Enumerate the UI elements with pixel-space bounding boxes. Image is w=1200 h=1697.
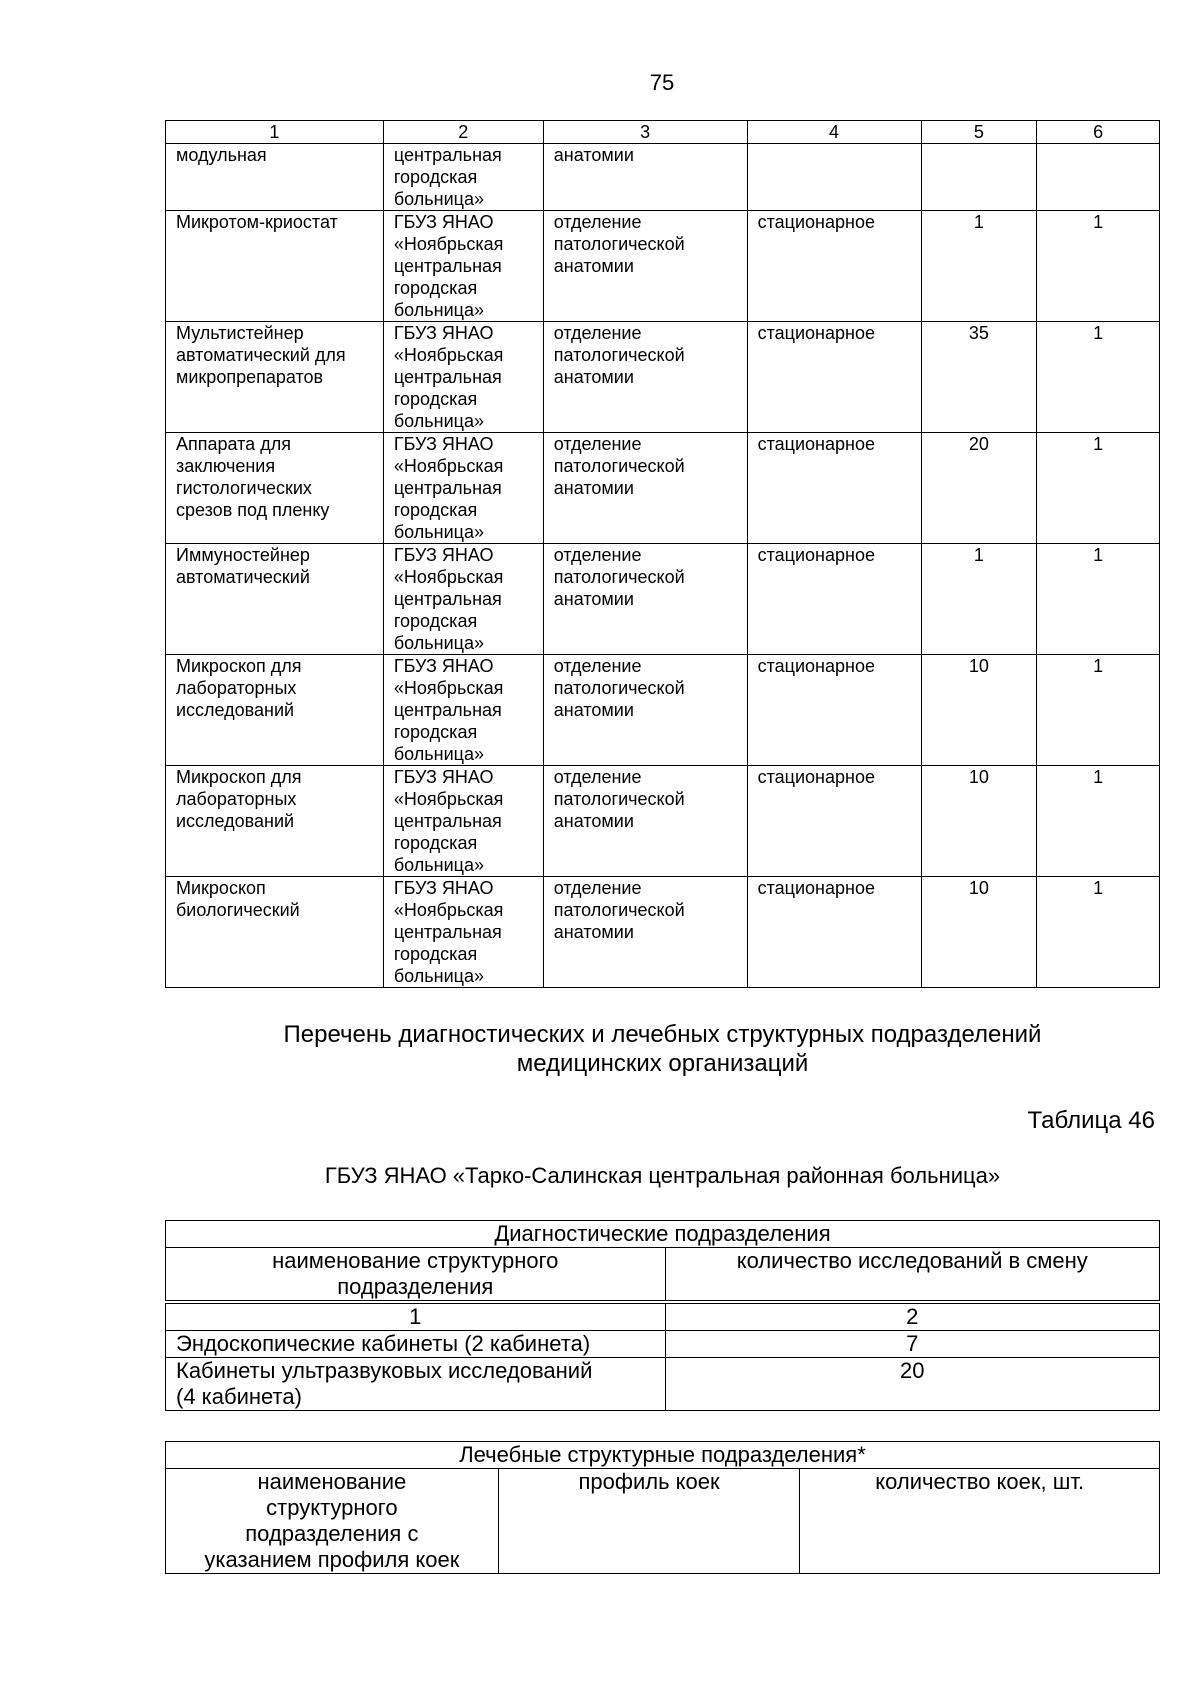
department-cell-line: отделение [553, 656, 642, 676]
organization-cell-line: «Ноябрьская [393, 900, 504, 920]
organization-cell-line: ГБУЗ ЯНАО [393, 434, 494, 454]
organization-cell-line: городская [393, 278, 478, 298]
equipment-table-body [166, 144, 1160, 988]
col6-cell [1037, 144, 1160, 211]
diagnostic-number-1: 1 [166, 1304, 666, 1331]
department-cell [543, 766, 747, 877]
section-title [165, 1020, 1160, 1078]
quantity-cell: 20 [921, 433, 1037, 544]
organization-cell-line: центральная [393, 589, 502, 609]
department-cell [543, 211, 747, 322]
organization-cell-line: ГБУЗ ЯНАО [393, 323, 494, 343]
department-cell-line: анатомии [553, 922, 634, 942]
organization-cell [383, 877, 543, 988]
organization-cell-line: городская [393, 722, 478, 742]
organization-cell-line: центральная [393, 145, 502, 165]
organization-cell-line: ГБУЗ ЯНАО [393, 767, 494, 787]
organization-cell [383, 544, 543, 655]
organization-cell-line: центральная [393, 478, 502, 498]
equipment-name-cell-line: заключения [176, 456, 276, 476]
organization-cell-line: городская [393, 167, 478, 187]
organization-cell-line: центральная [393, 922, 502, 942]
organization-cell-line: «Ноябрьская [393, 456, 504, 476]
table-row [166, 655, 1160, 766]
organization-cell-line: ГБУЗ ЯНАО [393, 656, 494, 676]
organization-cell [383, 433, 543, 544]
table-row [166, 766, 1160, 877]
equipment-name-cell-line: исследований [176, 811, 295, 831]
equipment-name-cell-line: биологический [176, 900, 300, 920]
equipment-name-cell [166, 877, 384, 988]
equipment-name-cell [166, 433, 384, 544]
org-name: ГБУЗ ЯНАО «Тарко-Салинская центральная районная больница» [324, 1163, 1001, 1188]
col6-cell: 1 [1037, 322, 1160, 433]
diagnostic-title-row [166, 1221, 1160, 1248]
equipment-name-cell-line: срезов под пленку [176, 500, 330, 520]
organization-cell-line: центральная [393, 811, 502, 831]
table-row [166, 211, 1160, 322]
table-row [166, 1358, 1160, 1411]
organization-cell-line: больница» [393, 966, 484, 986]
diagnostic-table [165, 1303, 1160, 1411]
organization-cell-line: ГБУЗ ЯНАО [393, 878, 494, 898]
equipment-name-cell [166, 144, 384, 211]
organization-cell-line: больница» [393, 744, 484, 764]
department-cell-line: отделение [553, 434, 642, 454]
organization-cell-line: «Ноябрьская [393, 789, 504, 809]
department-cell-line: патологической [553, 789, 685, 809]
diagnostic-row-name: Эндоскопические кабинеты (2 кабинета) [166, 1331, 666, 1358]
organization-cell-line: городская [393, 389, 478, 409]
treatment-column-headers [166, 1469, 1160, 1574]
diagnostic-col1-header-line-1: наименование структурного [272, 1248, 559, 1273]
quantity-cell [921, 144, 1037, 211]
equipment-name-cell-line: микропрепаратов [176, 367, 324, 387]
equipment-name-cell [166, 766, 384, 877]
table-row [166, 433, 1160, 544]
department-cell [543, 655, 747, 766]
organization-cell-line: больница» [393, 522, 484, 542]
quantity-cell: 10 [921, 655, 1037, 766]
treatment-col1-header-line-2: структурного [266, 1495, 398, 1520]
diagnostic-number-2: 2 [665, 1304, 1159, 1331]
treatment-col1-header-line-4: указанием профиля коек [204, 1547, 460, 1572]
treatment-col1-header [166, 1469, 499, 1574]
placement-type-cell: стационарное [747, 322, 921, 433]
treatment-col3-header: количество коек, шт. [800, 1469, 1160, 1574]
placement-type-cell: стационарное [747, 544, 921, 655]
organization-cell [383, 211, 543, 322]
organization-cell-line: «Ноябрьская [393, 345, 504, 365]
equipment-name-cell [166, 322, 384, 433]
organization-cell-line: центральная [393, 256, 502, 276]
quantity-cell: 10 [921, 766, 1037, 877]
organization-cell-line: больница» [393, 855, 484, 875]
department-cell-line: анатомии [553, 256, 634, 276]
equipment-name-cell-line: гистологических [176, 478, 312, 498]
equipment-name-cell-line: Микроскоп для [176, 656, 302, 676]
table-row [166, 144, 1160, 211]
equipment-name-cell [166, 211, 384, 322]
diagnostic-col1-header [166, 1248, 666, 1301]
quantity-cell: 10 [921, 877, 1037, 988]
organization-cell-line: больница» [393, 411, 484, 431]
quantity-cell: 1 [921, 544, 1037, 655]
organization-cell-line: центральная [393, 700, 502, 720]
col6-cell: 1 [1037, 211, 1160, 322]
organization-cell-line: «Ноябрьская [393, 234, 504, 254]
col6-cell: 1 [1037, 655, 1160, 766]
organization-cell-line: городская [393, 944, 478, 964]
treatment-col2-header: профиль коек [498, 1469, 800, 1574]
treatment-col1-header-line-3: подразделения с [245, 1521, 419, 1546]
table-label: Таблица 46 [1027, 1107, 1155, 1134]
table-row [166, 877, 1160, 988]
placement-type-cell: стационарное [747, 766, 921, 877]
organization-cell-line: больница» [393, 300, 484, 320]
department-cell-line: патологической [553, 567, 685, 587]
equipment-table [165, 120, 1160, 988]
quantity-cell: 1 [921, 211, 1037, 322]
department-cell-line: анатомии [553, 589, 634, 609]
organization-cell-line: «Ноябрьская [393, 567, 504, 587]
organization-cell-line: центральная [393, 367, 502, 387]
department-cell-line: отделение [553, 878, 642, 898]
col6-cell: 1 [1037, 766, 1160, 877]
department-cell-line: патологической [553, 900, 685, 920]
equipment-name-cell-line: Микротом-криостат [176, 212, 338, 232]
department-cell-line: патологической [553, 456, 685, 476]
col6-cell: 1 [1037, 877, 1160, 988]
header-col-6: 6 [1037, 121, 1160, 144]
organization-cell-line: ГБУЗ ЯНАО [393, 212, 494, 232]
diagnostic-title: Диагностические подразделения [166, 1221, 1160, 1248]
treatment-table [165, 1441, 1160, 1574]
equipment-name-cell-line: автоматический для [176, 345, 346, 365]
diagnostic-row-name-line-1: Кабинеты ультразвуковых исследований [176, 1358, 593, 1383]
department-cell-line: анатомии [553, 700, 634, 720]
department-cell-line: отделение [553, 767, 642, 787]
diagnostic-number-row [166, 1304, 1160, 1331]
page-number: 75 [649, 70, 675, 95]
header-col-2: 2 [383, 121, 543, 144]
header-col-4: 4 [747, 121, 921, 144]
diagnostic-header-table [165, 1220, 1160, 1301]
placement-type-cell: стационарное [747, 211, 921, 322]
diagnostic-row-value: 7 [665, 1331, 1159, 1358]
treatment-title-row [166, 1442, 1160, 1469]
placement-type-cell: стационарное [747, 877, 921, 988]
diagnostic-row-value: 20 [665, 1358, 1159, 1411]
organization-cell-line: «Ноябрьская [393, 678, 504, 698]
department-cell-line: анатомии [553, 145, 634, 165]
diagnostic-col2-header: количество исследований в смену [665, 1248, 1160, 1301]
organization-cell-line: городская [393, 500, 478, 520]
equipment-name-cell-line: Иммуностейнер [176, 545, 310, 565]
equipment-name-cell-line: лабораторных [176, 678, 297, 698]
department-cell [543, 322, 747, 433]
organization-cell-line: городская [393, 611, 478, 631]
equipment-name-cell-line: Аппарата для [176, 434, 291, 454]
equipment-name-cell-line: Мультистейнер [176, 323, 304, 343]
organization-cell-line: больница» [393, 189, 484, 209]
header-col-5: 5 [921, 121, 1037, 144]
placement-type-cell [747, 144, 921, 211]
department-cell [543, 433, 747, 544]
placement-type-cell: стационарное [747, 655, 921, 766]
header-col-1: 1 [166, 121, 384, 144]
equipment-name-cell [166, 655, 384, 766]
organization-cell [383, 144, 543, 211]
diagnostic-col1-header-line-2: подразделения [337, 1274, 494, 1299]
diagnostic-row-name [166, 1358, 666, 1411]
treatment-col1-header-line-1: наименование [257, 1469, 407, 1494]
department-cell-line: отделение [553, 323, 642, 343]
organization-cell-line: ГБУЗ ЯНАО [393, 545, 494, 565]
organization-cell [383, 655, 543, 766]
department-cell [543, 144, 747, 211]
equipment-name-cell-line: модульная [176, 145, 267, 165]
equipment-name-cell-line: Микроскоп [176, 878, 266, 898]
equipment-header-row [166, 121, 1160, 144]
organization-cell [383, 766, 543, 877]
department-cell-line: анатомии [553, 478, 634, 498]
department-cell-line: отделение [553, 212, 642, 232]
department-cell-line: отделение [553, 545, 642, 565]
header-col-3: 3 [543, 121, 747, 144]
department-cell-line: анатомии [553, 811, 634, 831]
section-title-line-2: медицинских организаций [516, 1050, 809, 1077]
equipment-name-cell-line: автоматический [176, 567, 310, 587]
table-row [166, 322, 1160, 433]
section-title-line-1: Перечень диагностических и лечебных структурных подразделений [283, 1021, 1042, 1048]
placement-type-cell: стационарное [747, 433, 921, 544]
department-cell-line: патологической [553, 345, 685, 365]
col6-cell: 1 [1037, 544, 1160, 655]
table-row [166, 544, 1160, 655]
department-cell [543, 877, 747, 988]
col6-cell: 1 [1037, 433, 1160, 544]
table-row [166, 1331, 1160, 1358]
diagnostic-row-name-line-2: (4 кабинета) [176, 1384, 302, 1409]
department-cell-line: патологической [553, 234, 685, 254]
department-cell-line: анатомии [553, 367, 634, 387]
department-cell [543, 544, 747, 655]
department-cell-line: патологической [553, 678, 685, 698]
diagnostic-column-headers [166, 1248, 1160, 1301]
organization-cell-line: больница» [393, 633, 484, 653]
equipment-name-cell-line: Микроскоп для [176, 767, 302, 787]
equipment-name-cell-line: исследований [176, 700, 295, 720]
organization-cell-line: городская [393, 833, 478, 853]
equipment-name-cell-line: лабораторных [176, 789, 297, 809]
quantity-cell: 35 [921, 322, 1037, 433]
treatment-title: Лечебные структурные подразделения* [166, 1442, 1160, 1469]
equipment-name-cell [166, 544, 384, 655]
organization-cell [383, 322, 543, 433]
